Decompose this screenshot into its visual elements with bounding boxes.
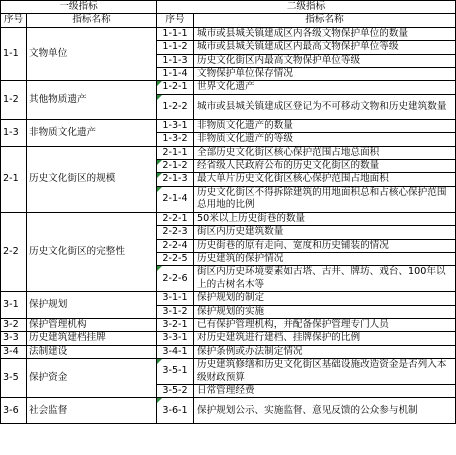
item-code: 2-2-6: [157, 266, 194, 292]
item-text: 50米以上历史街巷的数量: [194, 212, 456, 225]
item-text: 全部历史文化街区核心保护范围占地总面积: [194, 146, 456, 159]
item-text: 非物质文化遗产的等级: [194, 133, 456, 146]
item-code: 1-3-1: [157, 119, 194, 132]
item-code: 3-1-1: [157, 292, 194, 305]
item-text: 历史文化街区不得拆除建筑的用地面积总和占核心保护范围总用地的比例: [194, 186, 456, 212]
item-code: 2-1-1: [157, 146, 194, 159]
group-code: 3-2: [1, 318, 27, 331]
item-code: 1-2-1: [157, 81, 194, 94]
group-code: 3-4: [1, 345, 27, 358]
item-code: 1-3-2: [157, 133, 194, 146]
item-code: 2-2-5: [157, 252, 194, 265]
item-text: 街区内历史环境要素如古塔、古井、牌坊、戏台、100年以上的古树名木等: [194, 266, 456, 292]
item-code: 3-5-2: [157, 384, 194, 397]
item-code: 2-2-4: [157, 239, 194, 252]
group-name: 文物单位: [27, 27, 157, 81]
item-code: 1-1-4: [157, 68, 194, 81]
item-text: 最大单片历史文化街区核心保护范围占地面积: [194, 173, 456, 186]
item-text: 保护条例或办法制定情况: [194, 345, 456, 358]
item-code: 2-2-1: [157, 212, 194, 225]
item-text: 历史建筑修缮和历史文化街区基础设施改造资金是否列入本级财政预算: [194, 359, 456, 385]
item-text: 保护规划的实施: [194, 305, 456, 318]
group-name: 非物质文化遗产: [27, 119, 157, 146]
item-text: 城市或县城关镇建成区登记为不可移动文物和历史建筑数量: [194, 94, 456, 119]
item-code: 2-1-3: [157, 173, 194, 186]
group-code: 1-2: [1, 81, 27, 119]
header-seq2: 序号: [157, 14, 194, 27]
item-text: 城市或县城关镇建成区内最高文物保护单位等级: [194, 41, 456, 54]
header-level1: 一级指标: [1, 1, 157, 14]
item-text: 经省级人民政府公布的历史文化街区的数量: [194, 160, 456, 173]
item-text: 文物保护单位保存情况: [194, 68, 456, 81]
item-code: 3-6-1: [157, 398, 194, 424]
item-code: 3-1-2: [157, 305, 194, 318]
item-text: 街区内历史建筑数量: [194, 226, 456, 239]
item-text: 日常管理经费: [194, 384, 456, 397]
item-text: 非物质文化遗产的数量: [194, 119, 456, 132]
item-code: 1-2-2: [157, 94, 194, 119]
item-text: 历史文化街区内最高文物保护单位等级: [194, 54, 456, 67]
item-code: 3-3-1: [157, 332, 194, 345]
header-name: 指标名称: [27, 14, 157, 27]
header-name2: 指标名称: [194, 14, 456, 27]
group-name: 其他物质遗产: [27, 81, 157, 119]
group-name: 保护资金: [27, 359, 157, 398]
group-name: 保护规划: [27, 292, 157, 319]
group-name: 历史建筑建档挂牌: [27, 332, 157, 345]
group-code: 2-1: [1, 146, 27, 212]
item-text: 历史街巷的原有走向、宽度和历史铺装的情况: [194, 239, 456, 252]
group-name: 保护管理机构: [27, 318, 157, 331]
item-code: 1-1-3: [157, 54, 194, 67]
group-code: 1-3: [1, 119, 27, 146]
item-code: 2-2-3: [157, 226, 194, 239]
item-code: 3-2-1: [157, 318, 194, 331]
item-text: 对历史建筑进行建档、挂牌保护的比例: [194, 332, 456, 345]
group-name: 社会监督: [27, 398, 157, 424]
item-code: 1-1-2: [157, 41, 194, 54]
item-text: 保护规划公示、实施监督、意见反馈的公众参与机制: [194, 398, 456, 424]
item-text: 保护规划的制定: [194, 292, 456, 305]
item-text: 城市或县城关镇建成区内各级文物保护单位的数量: [194, 27, 456, 40]
item-code: 2-1-2: [157, 160, 194, 173]
group-name: 历史文化街区的规模: [27, 146, 157, 212]
item-code: 2-1-4: [157, 186, 194, 212]
group-name: 历史文化街区的完整性: [27, 212, 157, 291]
group-name: 法制建设: [27, 345, 157, 358]
group-code: 3-5: [1, 359, 27, 398]
item-text: 历史建筑的保护情况: [194, 252, 456, 265]
group-code: 3-1: [1, 292, 27, 319]
item-code: 3-4-1: [157, 345, 194, 358]
header-seq: 序号: [1, 14, 27, 27]
item-code: 3-5-1: [157, 359, 194, 385]
group-code: 3-3: [1, 332, 27, 345]
group-code: 2-2: [1, 212, 27, 291]
item-text: 已有保护管理机构，并配备保护管理专门人员: [194, 318, 456, 331]
item-code: 1-1-1: [157, 27, 194, 40]
header-level2: 二级指标: [157, 1, 456, 14]
group-code: 3-6: [1, 398, 27, 424]
group-code: 1-1: [1, 27, 27, 81]
item-text: 世界文化遗产: [194, 81, 456, 94]
